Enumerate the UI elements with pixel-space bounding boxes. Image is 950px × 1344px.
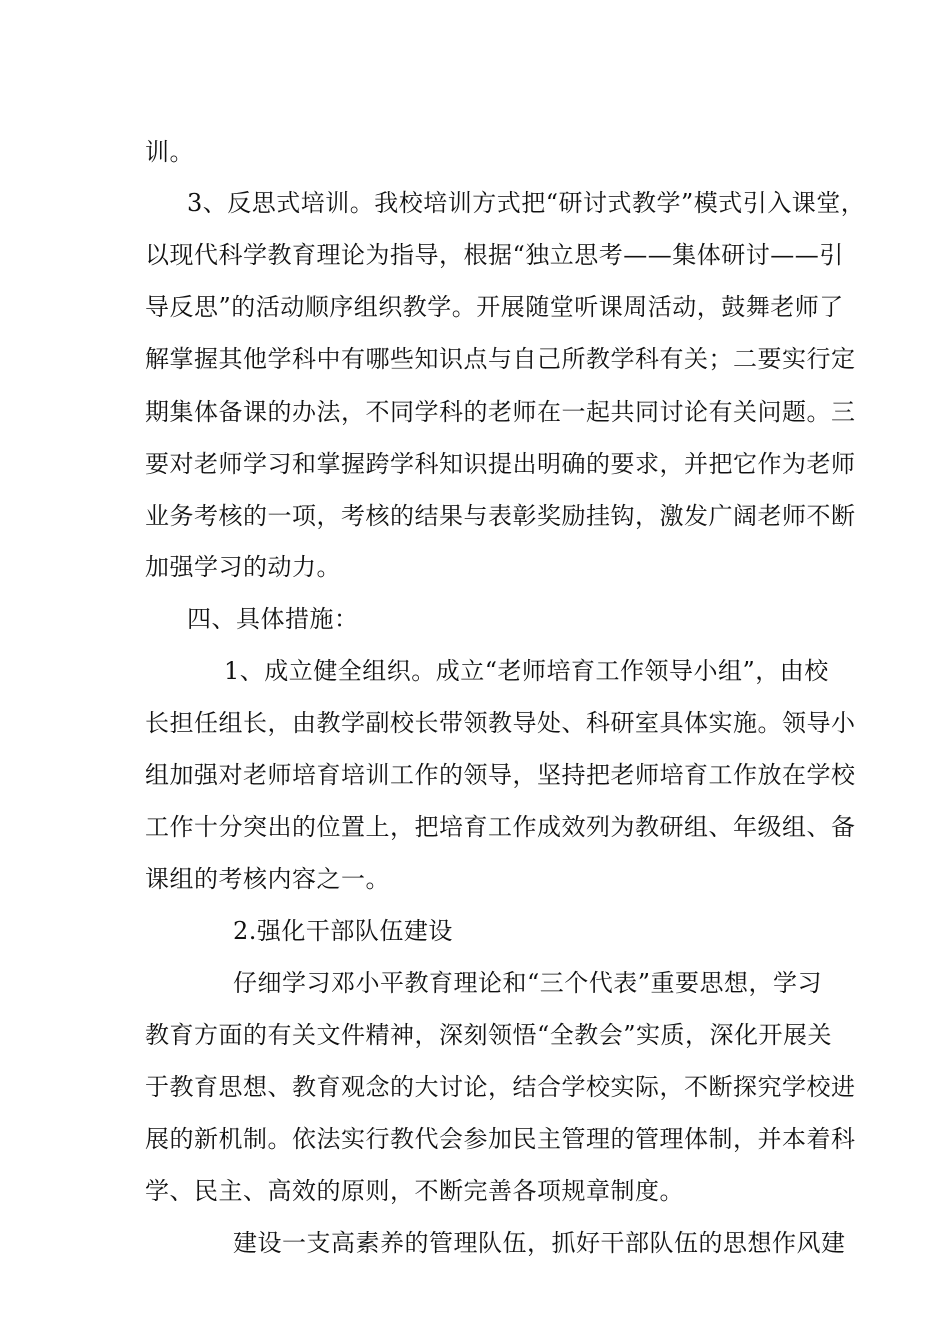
text-line: 期集体备课的办法，不同学科的老师在一起共同讨论有关问题。三 bbox=[145, 398, 856, 426]
text-line: 工作十分突出的位置上，把培育工作成效列为教研组、年级组、备 bbox=[145, 813, 856, 841]
text-line: 3、反思式培训。我校培训方式把“研讨式教学”模式引入课堂， bbox=[187, 189, 866, 217]
text-line: 解掌握其他学科中有哪些知识点与自己所教学科有关；二要实行定 bbox=[145, 345, 856, 373]
text-line: 导反思”的活动顺序组织教学。开展随堂听课周活动，鼓舞老师了 bbox=[145, 293, 844, 321]
text-line: 建设一支高素养的管理队伍，抓好干部队伍的思想作风建 bbox=[233, 1229, 846, 1257]
text-line: 训。 bbox=[145, 138, 194, 166]
text-line: 加强学习的动力。 bbox=[145, 553, 341, 581]
text-line: 于教育思想、教育观念的大讨论，结合学校实际，不断探究学校进 bbox=[145, 1073, 856, 1101]
text-line: 展的新机制。依法实行教代会参加民主管理的管理体制，并本着科 bbox=[145, 1125, 856, 1153]
text-line: 长担任组长，由教学副校长带领教导处、科研室具体实施。领导小 bbox=[145, 709, 856, 737]
text-line: 仔细学习邓小平教育理论和“三个代表”重要思想，学习 bbox=[233, 969, 823, 997]
text-line: 学、民主、高效的原则，不断完善各项规章制度。 bbox=[145, 1177, 684, 1205]
text-line: 以现代科学教育理论为指导，根据“独立思考——集体研讨——引 bbox=[145, 241, 844, 269]
text-line: 教育方面的有关文件精神，深刻领悟“全教会”实质，深化开展关 bbox=[145, 1021, 833, 1049]
text-line: 要对老师学习和掌握跨学科知识提出明确的要求，并把它作为老师 bbox=[145, 450, 856, 478]
section-heading: 四、具体措施： bbox=[187, 605, 359, 633]
text-line: 业务考核的一项，考核的结果与表彰奖励挂钩，激发广阔老师不断 bbox=[145, 502, 856, 530]
text-line: 课组的考核内容之一。 bbox=[145, 865, 390, 893]
text-line: 1、成立健全组织。成立“老师培育工作领导小组”，由校 bbox=[224, 657, 829, 685]
subsection-heading: 2.强化干部队伍建设 bbox=[233, 917, 453, 945]
text-line: 组加强对老师培育培训工作的领导，坚持把老师培育工作放在学校 bbox=[145, 761, 856, 789]
